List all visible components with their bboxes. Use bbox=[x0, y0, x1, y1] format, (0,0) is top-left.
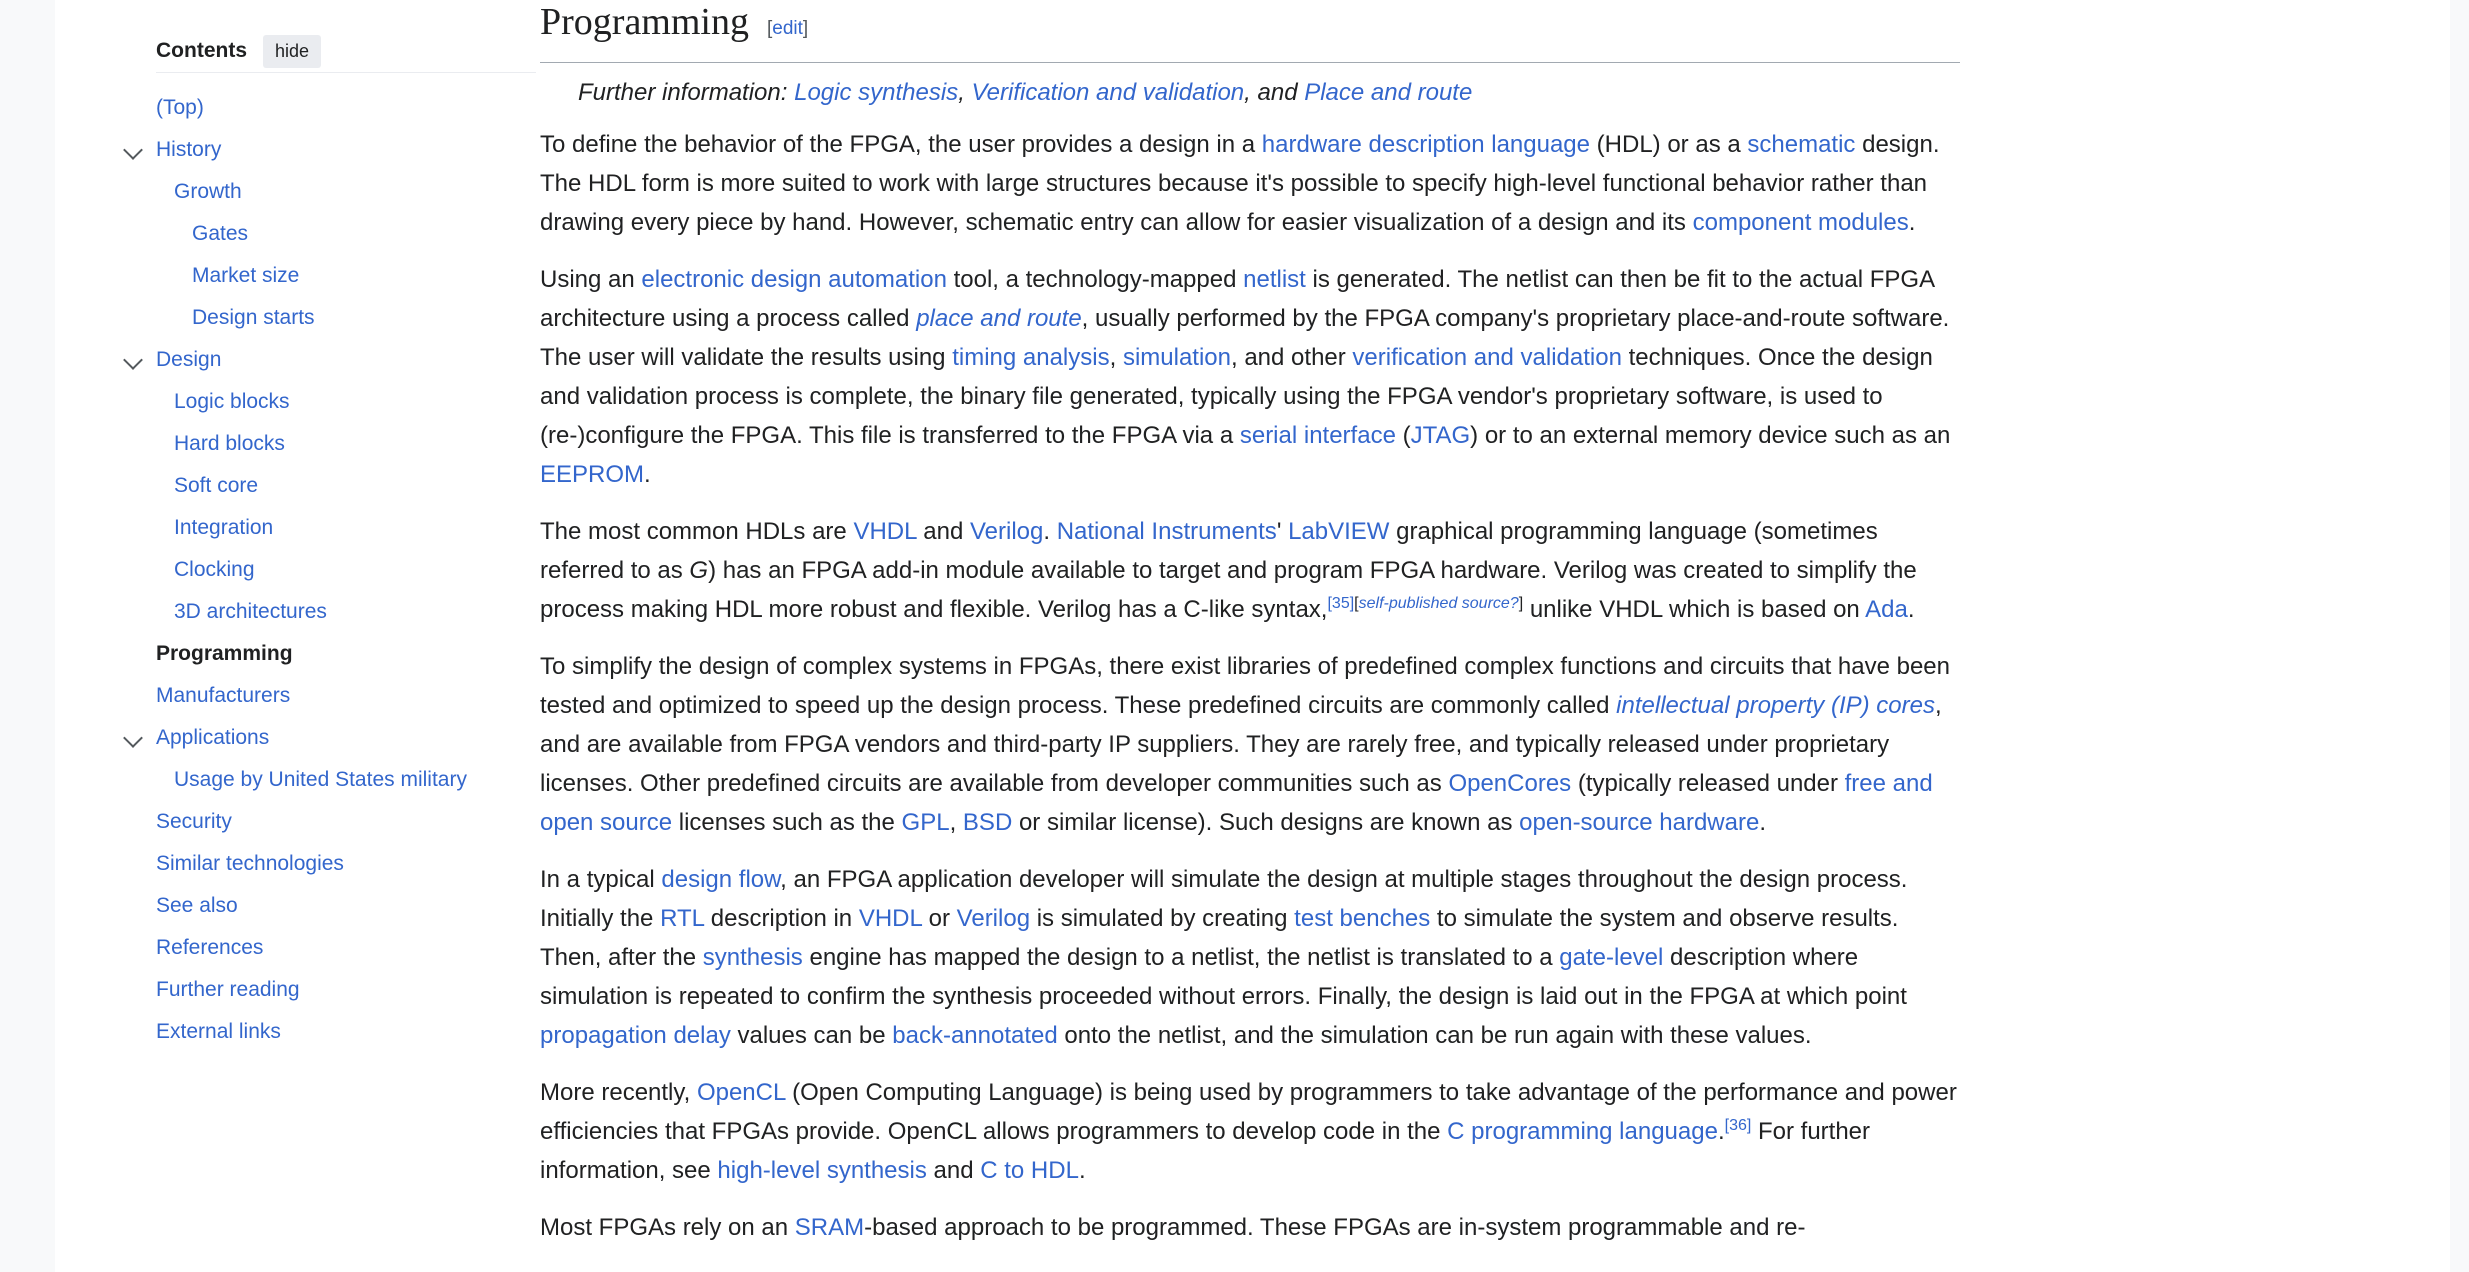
table-of-contents bbox=[156, 30, 536, 1053]
link-timing-analysis[interactable]: timing analysis bbox=[952, 344, 1110, 371]
text: description in bbox=[704, 905, 859, 932]
section-title: Programming bbox=[540, 1, 749, 43]
link-back-annotated[interactable]: back-annotated bbox=[892, 1022, 1058, 1049]
text: . bbox=[1908, 209, 1916, 236]
toc-item-soft-core[interactable] bbox=[156, 465, 536, 507]
toc-list bbox=[156, 87, 536, 1053]
paragraph-3 bbox=[540, 512, 1960, 629]
edit-section bbox=[767, 18, 808, 40]
link-verification-validation[interactable]: Verification and validation bbox=[971, 79, 1245, 106]
text: and bbox=[916, 518, 970, 545]
toc-item-label[interactable]: Further reading bbox=[156, 978, 300, 1001]
link-component-modules[interactable]: component modules bbox=[1692, 209, 1909, 236]
text: In a typical bbox=[540, 866, 662, 893]
link-verilog[interactable]: Verilog bbox=[969, 518, 1044, 545]
toc-item-label[interactable]: References bbox=[156, 936, 264, 959]
toc-item-references[interactable] bbox=[156, 927, 536, 969]
text: licenses such as the bbox=[672, 809, 902, 836]
section-heading-row bbox=[540, 0, 1960, 63]
toc-item-label[interactable]: (Top) bbox=[156, 96, 204, 119]
link-place-and-route-inline[interactable]: place and route bbox=[916, 305, 1082, 332]
text: tool, a technology-mapped bbox=[946, 266, 1244, 293]
toc-item-label[interactable]: Integration bbox=[174, 516, 274, 539]
toc-item-security[interactable] bbox=[156, 801, 536, 843]
self-published-source-link[interactable]: self-published source? bbox=[1358, 595, 1519, 612]
toc-item-label[interactable]: Clocking bbox=[174, 558, 255, 581]
link-logic-synthesis[interactable]: Logic synthesis bbox=[794, 79, 959, 106]
toc-item-3d-architectures[interactable] bbox=[156, 591, 536, 633]
toc-item-market-size[interactable] bbox=[156, 255, 536, 297]
toc-item-clocking[interactable] bbox=[156, 549, 536, 591]
toc-hide-button[interactable]: hide bbox=[263, 35, 321, 68]
text: (typically released under bbox=[1571, 770, 1845, 797]
hatnote-prefix: Further information: bbox=[578, 79, 795, 106]
toc-item-gates[interactable] bbox=[156, 213, 536, 255]
text: , bbox=[1109, 344, 1123, 371]
link-c-programming-language[interactable]: C programming language bbox=[1447, 1118, 1718, 1145]
text: . bbox=[1043, 518, 1057, 545]
link-free-open-source[interactable]: free and open source bbox=[540, 770, 1933, 836]
toc-item-usage-by-united-states-military[interactable] bbox=[156, 759, 536, 801]
link-netlist[interactable]: netlist bbox=[1243, 266, 1306, 293]
text: design. The HDL form is more suited to work with large structures because it's possible to specify high-level functional behavior rather than drawing every piece by hand. However, schematic entry can allow for easier visualization of a design and its bbox=[540, 131, 1940, 236]
text: values can be bbox=[730, 1022, 893, 1049]
text: ( bbox=[1395, 422, 1411, 449]
toc-item-label[interactable]: Hard blocks bbox=[174, 432, 285, 455]
toc-item-label[interactable]: Growth bbox=[174, 180, 242, 203]
text: To simplify the design of complex systems in FPGAs, there exist libraries of predefined complex functions and circuits that have been tested and optimized to speed up the design process. These predefined circuits are commonly called bbox=[540, 653, 1950, 719]
paragraph-4 bbox=[540, 647, 1960, 842]
link-sram[interactable]: SRAM bbox=[794, 1214, 865, 1241]
toc-item-label[interactable]: Design starts bbox=[192, 306, 315, 329]
toc-item-growth[interactable] bbox=[156, 171, 536, 213]
link-vhdl-2[interactable]: VHDL bbox=[858, 905, 922, 932]
text: . bbox=[1759, 809, 1766, 836]
text: or bbox=[921, 905, 957, 932]
toc-header bbox=[156, 30, 536, 73]
toc-item-label[interactable]: Similar technologies bbox=[156, 852, 344, 875]
link-propagation-delay[interactable]: propagation delay bbox=[540, 1022, 731, 1049]
link-place-and-route[interactable]: Place and route bbox=[1304, 79, 1473, 106]
toc-item-label[interactable]: Applications bbox=[156, 726, 270, 749]
toc-item-label[interactable]: Manufacturers bbox=[156, 684, 291, 707]
article-content bbox=[540, 0, 1960, 1247]
link-verification-and-validation[interactable]: verification and validation bbox=[1352, 344, 1622, 371]
link-design-flow[interactable]: design flow bbox=[661, 866, 781, 893]
toc-item-hard-blocks[interactable] bbox=[156, 423, 536, 465]
link-national-instruments[interactable]: National Instruments bbox=[1056, 518, 1277, 545]
text: and bbox=[926, 1157, 981, 1184]
toc-item-applications[interactable] bbox=[156, 717, 536, 759]
text: Most FPGAs rely on an bbox=[540, 1214, 795, 1241]
toc-item-label[interactable]: See also bbox=[156, 894, 238, 917]
text: , an FPGA application developer will simulate the design at multiple stages throughout the design process. Initially the bbox=[540, 866, 1908, 932]
link-eda[interactable]: electronic design automation bbox=[641, 266, 947, 293]
link-serial-interface[interactable]: serial interface bbox=[1239, 422, 1396, 449]
toc-item-label[interactable]: Programming bbox=[156, 642, 293, 665]
link-labview[interactable]: LabVIEW bbox=[1288, 518, 1390, 545]
toc-item-label[interactable]: External links bbox=[156, 1020, 281, 1043]
link-jtag[interactable]: JTAG bbox=[1410, 422, 1471, 449]
hatnote bbox=[540, 75, 1960, 111]
text: is simulated by creating bbox=[1030, 905, 1295, 932]
text: to simulate the system and observe results. Then, after the bbox=[540, 905, 1899, 971]
bracket: ] bbox=[1518, 595, 1524, 612]
text: , and other bbox=[1231, 344, 1353, 371]
link-opencl[interactable]: OpenCL bbox=[696, 1079, 786, 1106]
toc-item-manufacturers[interactable] bbox=[156, 675, 536, 717]
text: . bbox=[1717, 1118, 1725, 1145]
link-schematic[interactable]: schematic bbox=[1747, 131, 1856, 158]
text: ' bbox=[1276, 518, 1289, 545]
text: More recently, bbox=[540, 1079, 697, 1106]
link-rtl[interactable]: RTL bbox=[660, 905, 705, 932]
toc-item-further-reading[interactable] bbox=[156, 969, 536, 1011]
link-simulation[interactable]: simulation bbox=[1122, 344, 1231, 371]
text: or similar license). Such designs are known as bbox=[1012, 809, 1520, 836]
text: ) or to an external memory device such as an bbox=[1470, 422, 1951, 449]
text: (Open Computing Language) is being used by programmers to take advantage of the performance and power efficiencies that FPGAs provide. OpenCL allows programmers to develop code in the bbox=[540, 1079, 1957, 1145]
reference-link[interactable]: [36] bbox=[1724, 1117, 1752, 1134]
text: To define the behavior of the FPGA, the user provides a design in a bbox=[540, 131, 1262, 158]
text: For further information, see bbox=[540, 1118, 1871, 1184]
italic-g: G bbox=[689, 557, 709, 584]
edit-bracket-open: [ bbox=[766, 18, 773, 39]
toc-item-logic-blocks[interactable] bbox=[156, 381, 536, 423]
link-bsd[interactable]: BSD bbox=[962, 809, 1013, 836]
toc-item-label[interactable]: Gates bbox=[192, 222, 249, 245]
toc-item-label[interactable]: Security bbox=[156, 810, 232, 833]
text: unlike VHDL which is based on bbox=[1523, 596, 1866, 623]
text: , usually performed by the FPGA company's proprietary place-and-route software. The user will validate the results using bbox=[540, 305, 1950, 371]
reference-35 bbox=[1327, 595, 1354, 612]
text: ) has an FPGA add-in module available to target and program FPGA hardware. Verilog was created to simplify the process making HDL more robust and flexible. Verilog has a C-like syntax, bbox=[540, 557, 1917, 623]
text: . bbox=[1078, 1157, 1086, 1184]
reference-36 bbox=[1725, 1117, 1752, 1134]
text: techniques. Once the design and validation process is complete, the binary file generated, typically using the FPGA vendor's proprietary software, is used to (re-)configure the FPGA. This file is transferred to the FPGA via a bbox=[540, 344, 1933, 449]
hatnote-sep: , and bbox=[1244, 79, 1305, 106]
bracket: [ bbox=[1354, 595, 1359, 612]
edit-section-link[interactable]: edit bbox=[772, 18, 803, 39]
chevron-down-icon[interactable] bbox=[123, 728, 143, 748]
text: . bbox=[644, 461, 651, 488]
chevron-down-icon[interactable] bbox=[123, 140, 143, 160]
citation-needed-note bbox=[1354, 595, 1523, 612]
page bbox=[55, 0, 2450, 1272]
paragraph-5 bbox=[540, 860, 1960, 1055]
toc-item-similar-technologies[interactable] bbox=[156, 843, 536, 885]
text: , bbox=[949, 809, 963, 836]
text: , and are available from FPGA vendors and third-party IP suppliers. They are rarely free, and typically released under proprietary licenses. Other predefined circuits are available from developer communities such as bbox=[540, 692, 1942, 797]
link-high-level-synthesis[interactable]: high-level synthesis bbox=[717, 1157, 927, 1184]
toc-item-see-also[interactable] bbox=[156, 885, 536, 927]
text: . bbox=[1907, 596, 1915, 623]
toc-item-label[interactable]: Design bbox=[156, 348, 222, 371]
toc-item-integration[interactable] bbox=[156, 507, 536, 549]
link-ip-cores[interactable]: intellectual property (IP) cores bbox=[1616, 692, 1935, 719]
link-synthesis[interactable]: synthesis bbox=[702, 944, 803, 971]
text: -based approach to be programmed. These FPGAs are in-system programmable and re- bbox=[864, 1214, 1806, 1241]
toc-item-external-links[interactable] bbox=[156, 1011, 536, 1053]
toc-item-design-starts[interactable] bbox=[156, 297, 536, 339]
reference-link[interactable]: [35] bbox=[1327, 595, 1355, 612]
toc-title: Contents bbox=[156, 39, 247, 62]
toc-item-label[interactable]: Logic blocks bbox=[174, 390, 290, 413]
link-vhdl[interactable]: VHDL bbox=[853, 518, 917, 545]
link-verilog-2[interactable]: Verilog bbox=[956, 905, 1031, 932]
toc-item-label[interactable]: History bbox=[156, 138, 222, 161]
toc-item-design[interactable] bbox=[156, 339, 536, 381]
chevron-down-icon[interactable] bbox=[123, 350, 143, 370]
paragraph-7 bbox=[540, 1208, 1960, 1247]
text: description where simulation is repeated to confirm the synthesis proceeded without errors. Finally, the design is laid out in the FPGA at which point bbox=[540, 944, 1907, 1010]
toc-item-label[interactable]: Soft core bbox=[174, 474, 259, 497]
text: (HDL) or as a bbox=[1590, 131, 1748, 158]
edit-bracket-close: ] bbox=[802, 18, 809, 39]
toc-item-label[interactable]: 3D architectures bbox=[174, 600, 327, 623]
paragraph-2 bbox=[540, 260, 1960, 494]
link-open-source-hardware[interactable]: open-source hardware bbox=[1519, 809, 1760, 836]
text: The most common HDLs are bbox=[540, 518, 854, 545]
toc-item-history[interactable] bbox=[156, 129, 536, 171]
link-gpl[interactable]: GPL bbox=[901, 809, 950, 836]
toc-item-label[interactable]: Usage by United States military bbox=[174, 768, 467, 791]
toc-item-label[interactable]: Market size bbox=[192, 264, 300, 287]
paragraph-1 bbox=[540, 125, 1960, 242]
text: Using an bbox=[540, 266, 642, 293]
text: engine has mapped the design to a netlist, the netlist is translated to a bbox=[802, 944, 1560, 971]
link-ada[interactable]: Ada bbox=[1865, 596, 1908, 623]
text: onto the netlist, and the simulation can be run again with these values. bbox=[1057, 1022, 1812, 1049]
text: graphical programming language (sometimes referred to as bbox=[540, 518, 1878, 584]
link-hdl[interactable]: hardware description language bbox=[1261, 131, 1590, 158]
hatnote-sep: , bbox=[958, 79, 972, 106]
link-opencores[interactable]: OpenCores bbox=[1448, 770, 1572, 797]
link-test-benches[interactable]: test benches bbox=[1294, 905, 1431, 932]
text: is generated. The netlist can then be fit to the actual FPGA architecture using a process called bbox=[540, 266, 1934, 332]
link-c-to-hdl[interactable]: C to HDL bbox=[980, 1157, 1079, 1184]
link-gate-level[interactable]: gate-level bbox=[1559, 944, 1664, 971]
toc-item-top[interactable] bbox=[156, 87, 536, 129]
toc-item-programming[interactable] bbox=[156, 633, 536, 675]
link-eeprom[interactable]: EEPROM bbox=[540, 461, 645, 488]
paragraph-6 bbox=[540, 1073, 1960, 1190]
